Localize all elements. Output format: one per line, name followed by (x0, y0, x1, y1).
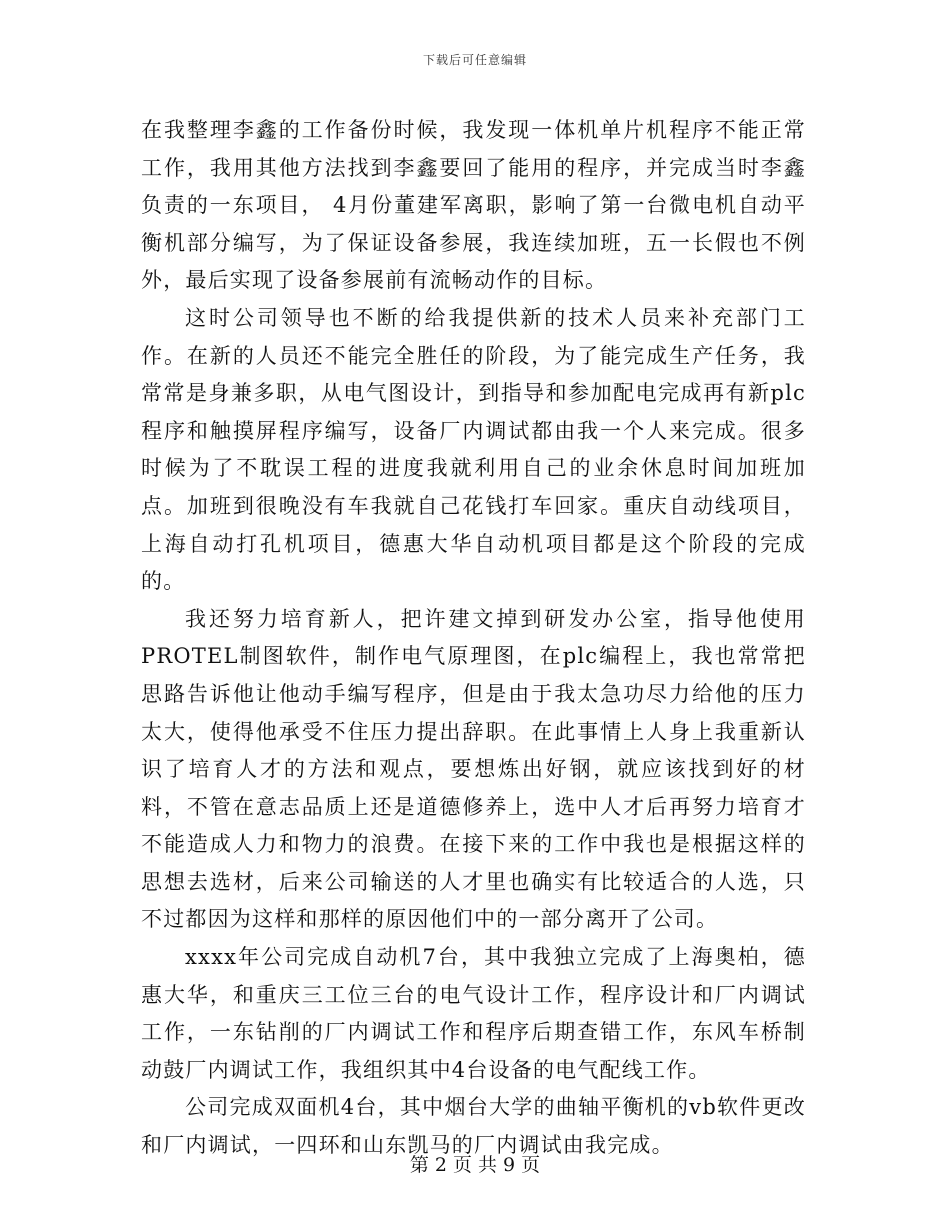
page-number: 第 2 页 共 9 页 (409, 1154, 541, 1176)
paragraph: 我还努力培育新人，把许建文掉到研发办公室，指导他使用PROTEL制图软件，制作电气原理图，在plc编程上，我也常常把思路告诉他让他动手编写程序，但是由于我太急功尽力给他的压力太大，使得他承受不住压力提出辞职。在此事情上人身上我重新认识了培育人才的方法和观点，要想炼出好钢，就应该找到好的材料，不管在意志品质上还是道德修养上，选中人才后再努力培育才不能造成人力和物力的浪费。在接下来的工作中我也是根据这样的思想去选材，后来公司输送的人才里也确实有比较适合的人选，只不过都因为这样和那样的原因他们中的一部分离开了公司。 (141, 606, 806, 932)
body-text (141, 112, 806, 1165)
paragraph: xxxx年公司完成自动机7台，其中我独立完成了上海奥柏，德惠大华，和重庆三工位三台的电气设计工作，程序设计和厂内调试工作，一东钻削的厂内调试工作和程序后期查错工作，东风车桥制动鼓厂内调试工作，我组织其中4台设备的电气配线工作。 (141, 945, 806, 1082)
header-note: 下载后可任意编辑 (422, 53, 527, 67)
paragraph: 在我整理李鑫的工作备份时候，我发现一体机单片机程序不能正常工作，我用其他方法找到李鑫要回了能用的程序，并完成当时李鑫负责的一东项目， 4月份董建军离职，影响了第一台微电机自动平衡机部分编写，为了保证设备参展，我连续加班，五一长假也不例外，最后实现了设备参展前有流畅动作的目标。 (141, 118, 806, 293)
paragraph: 公司完成双面机4台，其中烟台大学的曲轴平衡机的vb软件更改和厂内调试，一四环和山东凯马的厂内调试由我完成。 (141, 1095, 806, 1158)
paragraph: 这时公司领导也不断的给我提供新的技术人员来补充部门工作。在新的人员还不能完全胜任的阶段，为了能完成生产任务，我常常是身兼多职，从电气图设计，到指导和参加配电完成再有新plc程序和触摸屏程序编写，设备厂内调试都由我一个人来完成。很多时候为了不耽误工程的进度我就利用自己的业余休息时间加班加点。加班到很晚没有车我就自己花钱打车回家。重庆自动线项目，上海自动打孔机项目，德惠大华自动机项目都是这个阶段的完成的。 (141, 305, 806, 594)
